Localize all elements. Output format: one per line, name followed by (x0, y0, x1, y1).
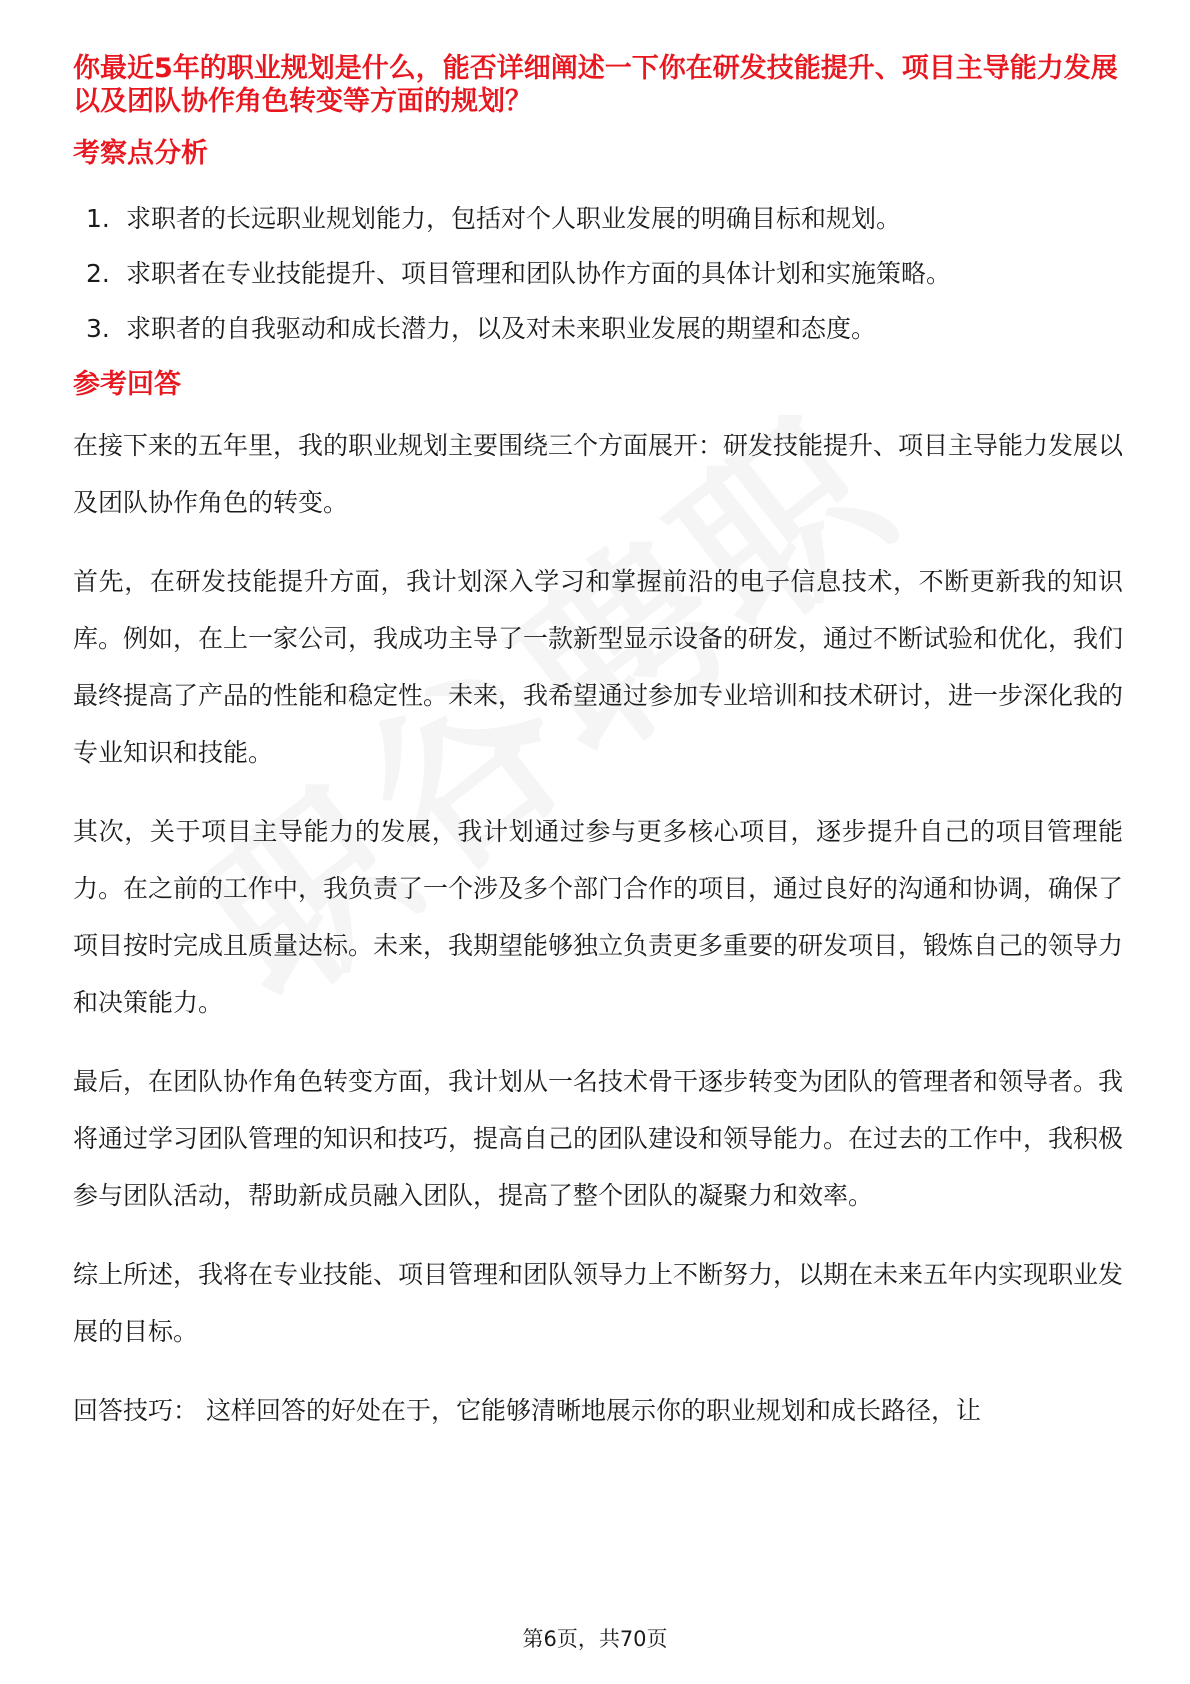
answer-paragraph: 综上所述，我将在专业技能、项目管理和团队领导力上不断努力，以期在未来五年内实现职业发展的目标。 (73, 1260, 1124, 1346)
list-item-text: 求职者在专业技能提升、项目管理和团队协作方面的具体计划和实施策略。 (126, 259, 952, 288)
document-body (73, 52, 1123, 1439)
answer-paragraph: 首先，在研发技能提升方面，我计划深入学习和掌握前沿的电子信息技术，不断更新我的知识库。例如，在上一家公司，我成功主导了一款新型显示设备的研发，通过不断试验和优化，我们最终提高了产品的性能和稳定性。未来，我希望通过参加专业培训和技术研讨，进一步深化我的专业知识和技能。 (73, 567, 1124, 767)
answer-paragraph: 最后，在团队协作角色转变方面，我计划从一名技术骨干逐步转变为团队的管理者和领导者。我将通过学习团队管理的知识和技巧，提高自己的团队建设和领导能力。在过去的工作中，我积极参与团队活动，帮助新成员融入团队，提高了整个团队的凝聚力和效率。 (73, 1067, 1124, 1210)
list-item-number: 2. (86, 259, 110, 288)
list-item-text: 求职者的长远职业规划能力，包括对个人职业发展的明确目标和规划。 (126, 204, 902, 233)
list-item-number: 1. (86, 204, 110, 233)
list-item (73, 199, 1123, 239)
answer-tip-paragraph: 回答技巧： 这样回答的好处在于，它能够清晰地展示你的职业规划和成长路径，让 (73, 1396, 981, 1425)
list-item (73, 254, 1123, 294)
list-item (73, 309, 1123, 349)
analysis-heading: 考察点分析 (73, 138, 208, 169)
list-item-number: 3. (86, 314, 110, 343)
list-item-text: 求职者的自我驱动和成长潜力，以及对未来职业发展的期望和态度。 (126, 314, 877, 343)
analysis-list (73, 199, 1123, 349)
question-title: 你最近5年的职业规划是什么，能否详细阐述一下你在研发技能提升、项目主导能力发展以及团队协作角色转变等方面的规划？ (73, 53, 1118, 117)
page-number: 第6页，共70页 (522, 1627, 668, 1651)
answer-heading: 参考回答 (73, 369, 181, 400)
answer-paragraph: 其次，关于项目主导能力的发展，我计划通过参与更多核心项目，逐步提升自己的项目管理能力。在之前的工作中，我负责了一个涉及多个部门合作的项目，通过良好的沟通和协调，确保了项目按时完成且质量达标。未来，我期望能够独立负责更多重要的研发项目，锻炼自己的领导力和决策能力。 (73, 817, 1124, 1017)
answer-paragraph: 在接下来的五年里，我的职业规划主要围绕三个方面展开：研发技能提升、项目主导能力发展以及团队协作角色的转变。 (73, 431, 1124, 517)
